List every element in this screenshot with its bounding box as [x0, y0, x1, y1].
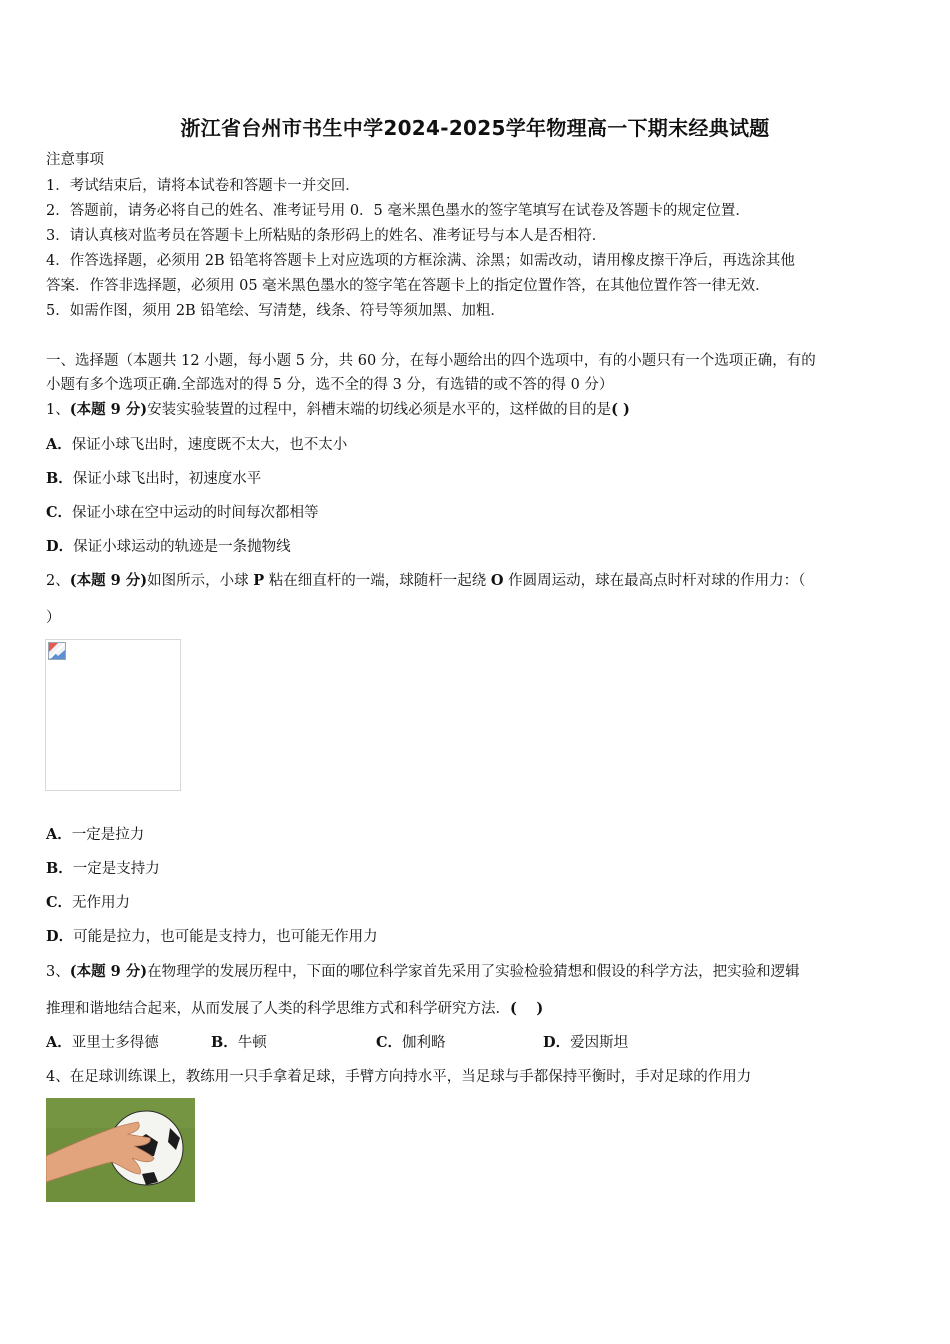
q1-option-c [46, 503, 319, 523]
q3-line-2 [46, 999, 543, 1019]
notice-item-3: 3．请认真核对监考员在答题卡上所粘贴的条形码上的姓名、准考证号与本人是否相符． [46, 228, 607, 244]
question-4 [46, 1067, 751, 1087]
option-label: B． [211, 1034, 238, 1051]
option-label: D． [46, 928, 74, 945]
page-title: 浙江省台州市书生中学2024-2025学年物理高一下期末经典试题 [180, 116, 770, 140]
option-text: 可能是拉力，也可能是支持力，也可能无作用力 [73, 929, 378, 945]
q1-option-a [46, 435, 347, 455]
broken-image-icon [48, 642, 66, 660]
option-text: 伽利略 [402, 1035, 446, 1051]
q2-o: O [490, 572, 504, 589]
q1-option-d [46, 537, 291, 557]
notice-item-2: 2．答题前，请务必将自己的姓名、准考证号用 0．5 毫米黑色墨水的签字笔填写在试卷及答题卡的规定位置． [46, 203, 750, 219]
q3-option-a [46, 1033, 159, 1053]
q2-text-1: 如图所示，小球 [147, 573, 254, 589]
section-header-line1: 一、选择题（本题共 12 小题，每小题 5 分，共 60 分，在每小题给出的四个选项中，有的小题只有一个选项正确，有的 [46, 353, 816, 369]
q3-paren: ( ) [510, 1000, 544, 1017]
option-label: D． [543, 1034, 571, 1051]
q2-option-d [46, 927, 378, 947]
q2-option-b [46, 859, 160, 879]
notice-item-4: 4．作答选择题，必须用 2B 铅笔将答题卡上对应选项的方框涂满、涂黑；如需改动，请用橡皮擦干净后，再选涂其他 [46, 253, 795, 269]
q1-number: 1、 [46, 402, 70, 418]
option-text: 亚里士多得德 [71, 1035, 159, 1051]
option-text: 无作用力 [72, 895, 131, 911]
q2-option-c [46, 893, 130, 913]
q1-paren: ( ) [611, 401, 630, 418]
q2-p: P [253, 572, 265, 589]
option-text: 保证小球在空中运动的时间每次都相等 [72, 505, 319, 521]
q3-tag: (本题 9 分) [69, 963, 148, 980]
option-label: B． [46, 860, 73, 877]
option-label: A． [46, 1034, 72, 1051]
option-text: 一定是拉力 [71, 827, 145, 843]
option-label: A． [46, 436, 72, 453]
question-1 [46, 400, 630, 420]
q2-option-a [46, 825, 144, 845]
q2-tag: (本题 9 分) [69, 572, 148, 589]
broken-image-placeholder [45, 639, 181, 791]
q2-line-2: ） [46, 610, 61, 626]
question-3 [46, 962, 800, 982]
option-label: C． [46, 504, 73, 521]
q1-tag: (本题 9 分) [69, 401, 148, 418]
q2-number: 2、 [46, 573, 70, 589]
option-text: 一定是支持力 [72, 861, 160, 877]
q3-option-d [543, 1033, 628, 1053]
section-header-line2: 小题有多个选项正确.全部选对的得 5 分，选不全的得 3 分，有选错的或不答的得 0 分） [46, 377, 614, 393]
option-label: D． [46, 538, 74, 555]
option-label: C． [376, 1034, 403, 1051]
question-2 [46, 571, 805, 591]
q3-option-b [211, 1033, 267, 1053]
option-text: 牛顿 [237, 1035, 267, 1051]
q1-text: 安装实验装置的过程中，斜槽末端的切线必须是水平的，这样做的目的是 [147, 402, 612, 418]
notice-item-5: 5．如需作图，须用 2B 铅笔绘、写清楚，线条、符号等须加黑、加粗． [46, 303, 505, 319]
option-label: A． [46, 826, 72, 843]
q2-text-3: 作圆周运动，球在最高点时杆对球的作用力：（ [503, 573, 806, 589]
q4-number: 4、 [46, 1069, 70, 1085]
q3-number: 3、 [46, 964, 70, 980]
option-label: B． [46, 470, 73, 487]
q1-option-b [46, 469, 261, 489]
option-text: 保证小球飞出时，速度既不太大，也不太小 [71, 437, 348, 453]
q3-text: 在物理学的发展历程中，下面的哪位科学家首先采用了实验检验猜想和假设的科学方法，把实验和逻辑 [147, 964, 800, 980]
option-text: 爱因斯坦 [570, 1035, 629, 1051]
notice-heading: 注意事项 [46, 152, 104, 168]
football-hand-photo [46, 1098, 195, 1202]
q2-text-2: 粘在细直杆的一端，球随杆一起绕 [264, 573, 491, 589]
q3-option-c [376, 1033, 446, 1053]
option-text: 保证小球运动的轨迹是一条抛物线 [73, 539, 291, 555]
option-label: C． [46, 894, 73, 911]
q4-text: 在足球训练课上，教练用一只手拿着足球，手臂方向持水平，当足球与手都保持平衡时，手对足球的作用力 [69, 1069, 752, 1085]
q3-text-2: 推理和谐地结合起来，从而发展了人类的科学思维方式和科学研究方法． [46, 1001, 510, 1017]
notice-item-1: 1．考试结束后，请将本试卷和答题卡一并交回． [46, 178, 360, 194]
notice-item-4-cont: 答案．作答非选择题，必须用 05 毫米黑色墨水的签字笔在答题卡上的指定位置作答，在其他位置作答一律无效． [46, 278, 770, 294]
option-text: 保证小球飞出时，初速度水平 [72, 471, 262, 487]
